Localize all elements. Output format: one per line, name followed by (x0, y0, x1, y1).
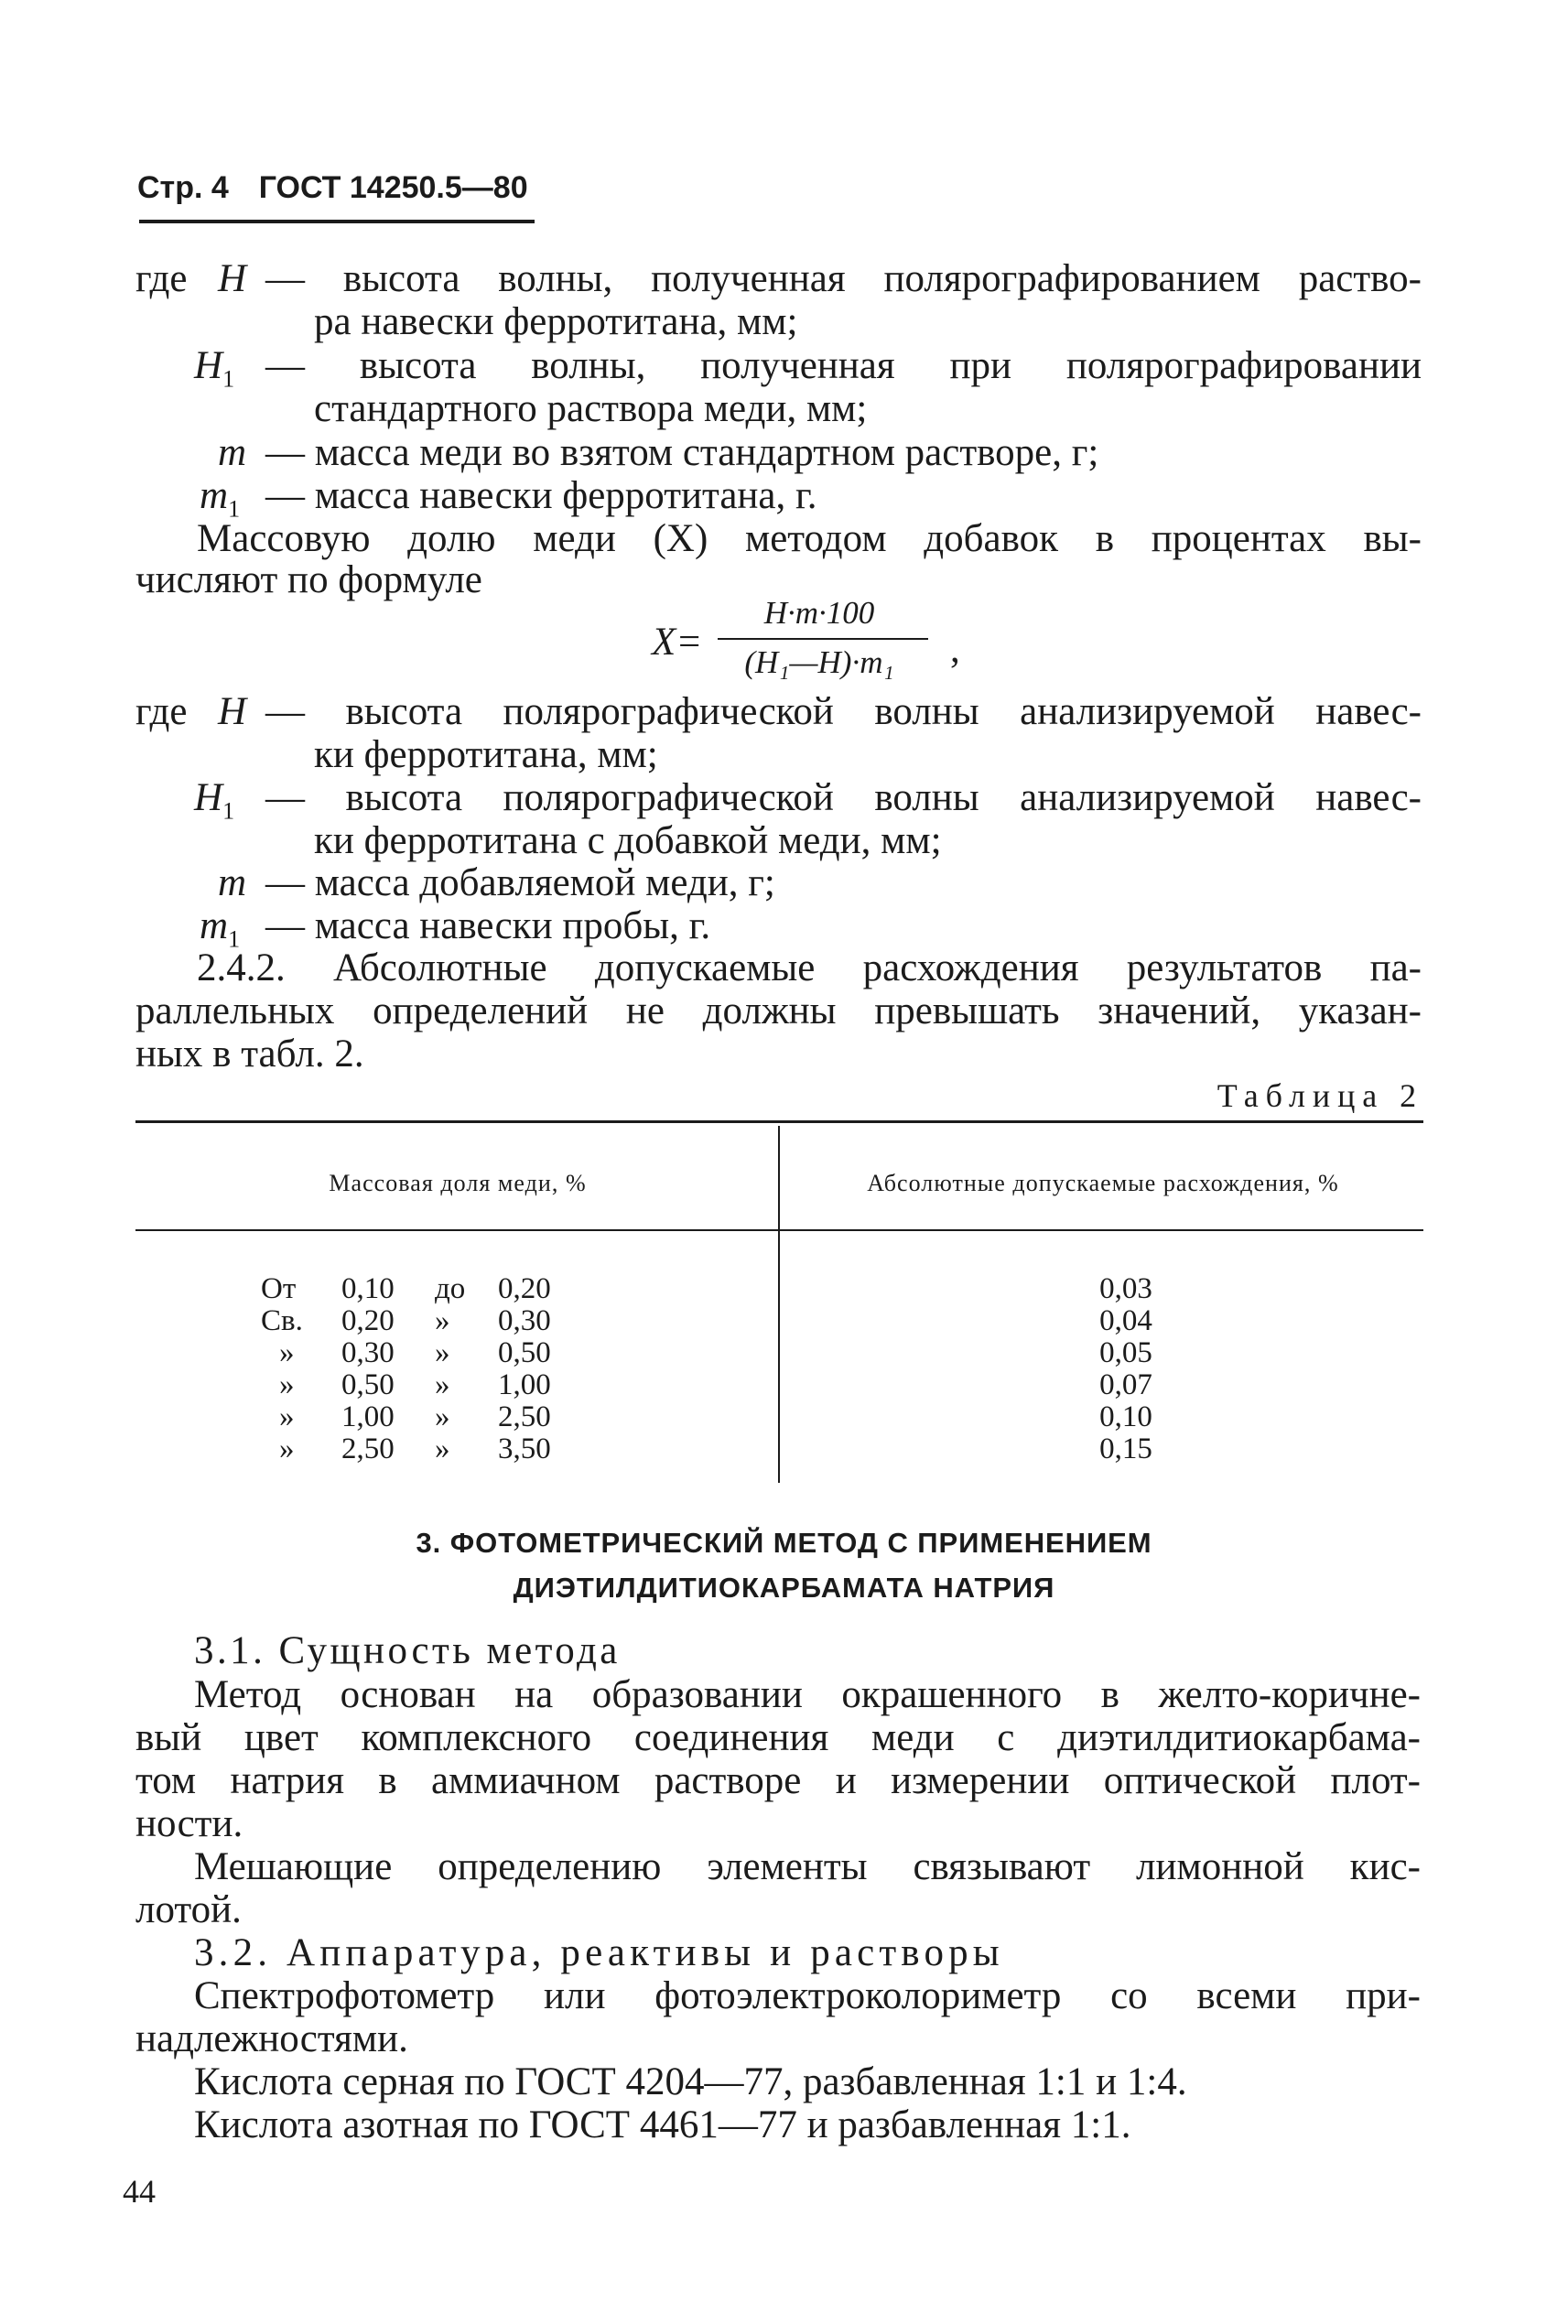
def2-H1-line2: ки ферротитана с добавкой меди, мм; (314, 819, 942, 862)
row-mid: » (435, 1368, 450, 1401)
row-value: 0,15 (1099, 1432, 1152, 1465)
row-prefix: » (279, 1432, 295, 1465)
row-value: 0,04 (1099, 1304, 1152, 1337)
row-from: 2,50 (341, 1432, 395, 1465)
row-value: 0,05 (1099, 1336, 1152, 1369)
def2-H-line1: — высота полярографической волны анализируемой навес- (265, 690, 1422, 733)
section-title-line1: 3. ФОТОМЕТРИЧЕСКИЙ МЕТОД С ПРИМЕНЕНИЕМ (416, 1527, 1152, 1559)
symbol-m-2: m (218, 861, 247, 904)
symbol-m1: $m_1$ (200, 474, 241, 523)
s32-p3: Кислота азотная по ГОСТ 4461—77 и разбавленная 1:1. (194, 2103, 1131, 2146)
row-from: 0,10 (341, 1272, 395, 1305)
header-rule (139, 220, 535, 223)
row-to: 0,20 (498, 1272, 551, 1305)
s31-p1-line2: вый цвет комплексного соединения меди с диэтилдитиокарбама- (135, 1716, 1421, 1759)
row-to: 3,50 (498, 1432, 551, 1465)
def-H-line1: — высота волны, полученная полярографированием раство- (265, 257, 1422, 300)
formula-denominator: (H₁—H)·m₁ (744, 644, 894, 680)
where-label: где (135, 257, 188, 300)
formula-fraction-bar (718, 638, 928, 640)
symbol-H: H (218, 257, 247, 300)
para2-line3: ных в табл. 2. (135, 1032, 364, 1076)
def2-H1-line1: — высота полярографической волны анализируемой навес- (265, 776, 1422, 819)
para2-line2: раллельных определений не должны превышать значений, указан- (135, 989, 1422, 1032)
s31-p1-line4: ности. (135, 1802, 243, 1845)
s32-p2: Кислота серная по ГОСТ 4204—77, разбавленная 1:1 и 1:4. (194, 2060, 1187, 2103)
symbol-H1: $H_1$ (194, 344, 235, 393)
formula-comma: , (950, 628, 960, 671)
def2-H-line2: ки ферротитана, мм; (314, 733, 658, 776)
def-m1: — масса навески ферротитана, г. (265, 474, 817, 517)
row-mid: » (435, 1432, 450, 1465)
row-mid: » (435, 1400, 450, 1433)
s31-p1-line3: том натрия в аммиачном растворе и измерении оптической плот- (135, 1759, 1421, 1802)
row-mid: до (435, 1272, 466, 1305)
gost-number: ГОСТ 14250.5—80 (258, 170, 528, 205)
symbol-m: m (218, 431, 247, 474)
row-prefix: » (279, 1336, 295, 1369)
s32-heading: 3.2. Аппаратура, реактивы и растворы (194, 1931, 1004, 1974)
def2-m: — масса добавляемой меди, г; (265, 861, 775, 904)
para2-line1: 2.4.2. Абсолютные допускаемые расхождения результатов па- (197, 946, 1422, 989)
page-number: 44 (123, 2173, 156, 2210)
formula-lhs: X= (652, 621, 703, 664)
row-prefix: От (261, 1272, 297, 1305)
table-header-col2: Абсолютные допускаемые расхождения, % (867, 1170, 1339, 1196)
symbol-H-2: H (218, 690, 247, 733)
s32-p1-line1: Спектрофотометр или фотоэлектроколориметр со всеми при- (194, 1974, 1421, 2017)
row-prefix: » (279, 1400, 295, 1433)
where-label-2: где (135, 690, 188, 733)
row-value: 0,03 (1099, 1272, 1152, 1305)
row-from: 0,20 (341, 1304, 395, 1337)
s32-p1-line2: надлежностями. (135, 2017, 408, 2060)
def-H1-line1: — высота волны, полученная при полярографировании (265, 344, 1422, 387)
page-label: Стр. 4 (137, 170, 229, 205)
row-to: 0,30 (498, 1304, 551, 1337)
row-mid: » (435, 1336, 450, 1369)
row-from: 0,50 (341, 1368, 395, 1401)
row-to: 1,00 (498, 1368, 551, 1401)
s31-heading: 3.1. Сущность метода (194, 1629, 621, 1672)
s31-p2-line1: Мешающие определению элементы связывают лимонной кис- (194, 1845, 1421, 1888)
row-from: 1,00 (341, 1400, 395, 1433)
table-caption: Таблица 2 (1217, 1077, 1423, 1114)
s31-p2-line2: лотой. (135, 1888, 242, 1931)
def2-m1: — масса навески пробы, г. (265, 904, 711, 947)
symbol-H1-2: $H_1$ (194, 776, 235, 825)
row-to: 2,50 (498, 1400, 551, 1433)
section-title-line2: ДИЭТИЛДИТИОКАРБАМАТА НАТРИЯ (513, 1572, 1055, 1604)
table-col-divider (778, 1126, 780, 1483)
row-mid: » (435, 1304, 450, 1337)
def-H1-line2: стандартного раствора меди, мм; (314, 387, 868, 430)
row-value: 0,07 (1099, 1368, 1152, 1401)
symbol-m1-2: $m_1$ (200, 904, 241, 953)
para1-line1: Массовую долю меди (X) методом добавок в процентах вы- (197, 517, 1422, 560)
row-prefix: » (279, 1368, 295, 1401)
def-m: — масса меди во взятом стандартном растворе, г; (265, 431, 1099, 474)
table-top-rule (135, 1120, 1423, 1123)
row-prefix: Св. (261, 1304, 303, 1337)
para1-line2: числяют по формуле (135, 558, 482, 601)
table-header-rule (135, 1229, 1423, 1231)
page-header (137, 170, 528, 206)
row-from: 0,30 (341, 1336, 395, 1369)
def-H-line2: ра навески ферротитана, мм; (314, 300, 798, 343)
s31-p1-line1: Метод основан на образовании окрашенного в желто-коричне- (194, 1673, 1421, 1716)
row-value: 0,10 (1099, 1400, 1152, 1433)
table-header-col1: Массовая доля меди, % (329, 1170, 587, 1196)
row-to: 0,50 (498, 1336, 551, 1369)
formula-numerator: H·m·100 (763, 595, 875, 631)
